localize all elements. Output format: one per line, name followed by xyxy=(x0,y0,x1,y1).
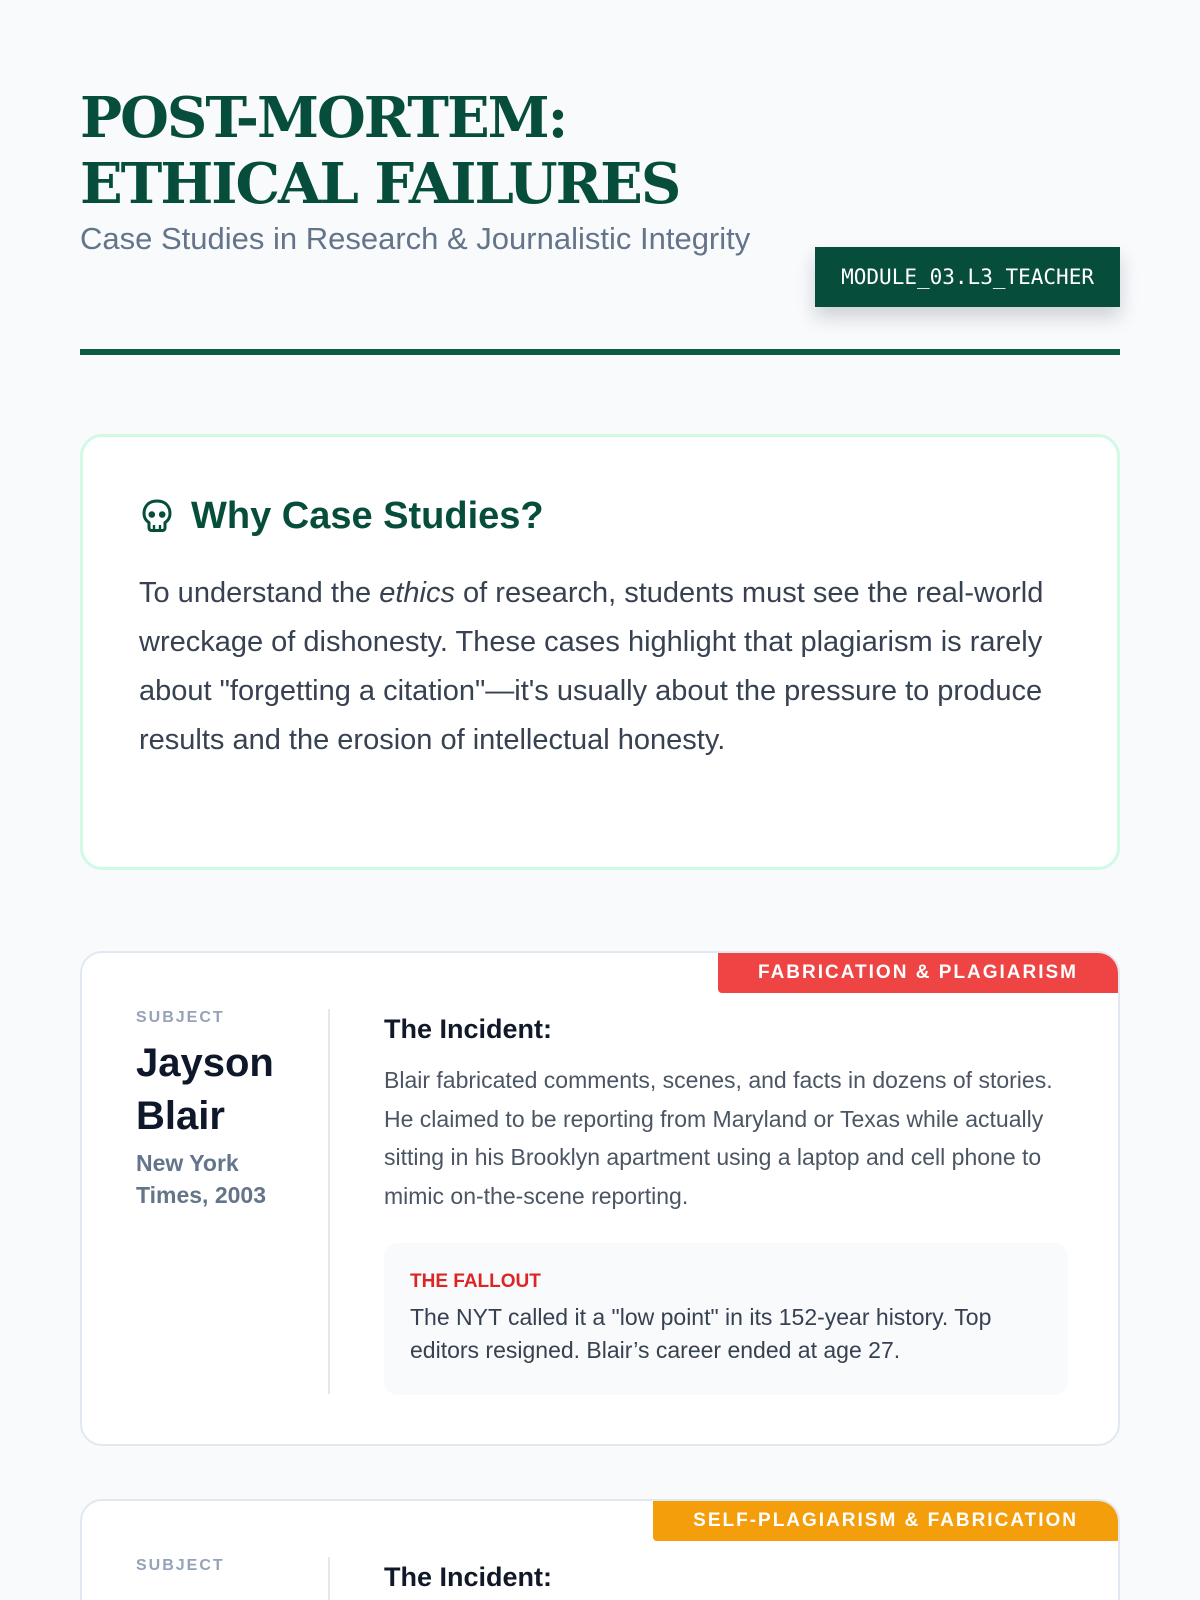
case-category-tag: SELF-PLAGIARISM & FABRICATION xyxy=(653,1501,1118,1541)
case-subject xyxy=(136,1557,326,1575)
case-card-second xyxy=(80,1499,1120,1600)
case-content xyxy=(384,1557,1068,1597)
incident-body: Blair fabricated comments, scenes, and facts in dozens of stories. He claimed to be reporting from Maryland or Texas while actually sitting in his Brooklyn apartment using a laptop and cell phone to mimic on-the-scene reporting. xyxy=(384,1067,1053,1209)
incident-label: The Incident: xyxy=(384,1562,552,1592)
case-divider xyxy=(328,1009,330,1394)
intro-heading xyxy=(139,491,1061,541)
page-header xyxy=(80,85,1120,355)
page-title-line-2: ETHICAL FAILURES xyxy=(80,151,680,217)
module-code-badge: MODULE_03.L3_TEACHER xyxy=(815,247,1120,307)
subject-label: SUBJECT xyxy=(136,1009,225,1026)
case-subject xyxy=(136,1009,326,1211)
intro-heading-text: Why Case Studies? xyxy=(191,495,544,537)
subject-name xyxy=(136,1037,326,1143)
page-subtitle: Case Studies in Research & Journalistic Integrity xyxy=(80,221,751,256)
subject-meta-line-2: Times, 2003 xyxy=(136,1182,267,1208)
skull-icon xyxy=(139,498,175,534)
fallout-text: The NYT called it a "low point" in its 152-year history. Top editors resigned. Blair’s career ended at age 27. xyxy=(410,1304,992,1363)
case-content xyxy=(384,1009,1068,1395)
subject-label: SUBJECT xyxy=(136,1557,225,1574)
fallout-label: THE FALLOUT xyxy=(410,1271,541,1292)
subject-name-line-2: Blair xyxy=(136,1094,225,1138)
intro-body-emphasis: ethics xyxy=(379,577,455,609)
intro-body-end: of research, students must see the real-world wreckage of dishonesty. These cases highlight that plagiarism is rarely about "forgetting a citation"—it's usually about the pressure to produce results and the erosion of intellectual honesty. xyxy=(139,577,1044,756)
case-divider xyxy=(328,1557,330,1600)
page-title-line-1: POST-MORTEM: xyxy=(80,85,567,151)
fallout-box xyxy=(384,1243,1068,1395)
case-category-tag: FABRICATION & PLAGIARISM xyxy=(718,953,1118,993)
intro-body-start: To understand the xyxy=(139,577,380,609)
intro-card xyxy=(80,434,1120,870)
subject-name-line-1: Jayson xyxy=(136,1041,274,1085)
page-title xyxy=(80,85,800,217)
subject-meta xyxy=(136,1147,326,1211)
case-card-jayson-blair xyxy=(80,951,1120,1446)
intro-body xyxy=(139,569,1061,765)
subject-meta-line-1: New York xyxy=(136,1150,239,1176)
incident-label: The Incident: xyxy=(384,1014,552,1044)
